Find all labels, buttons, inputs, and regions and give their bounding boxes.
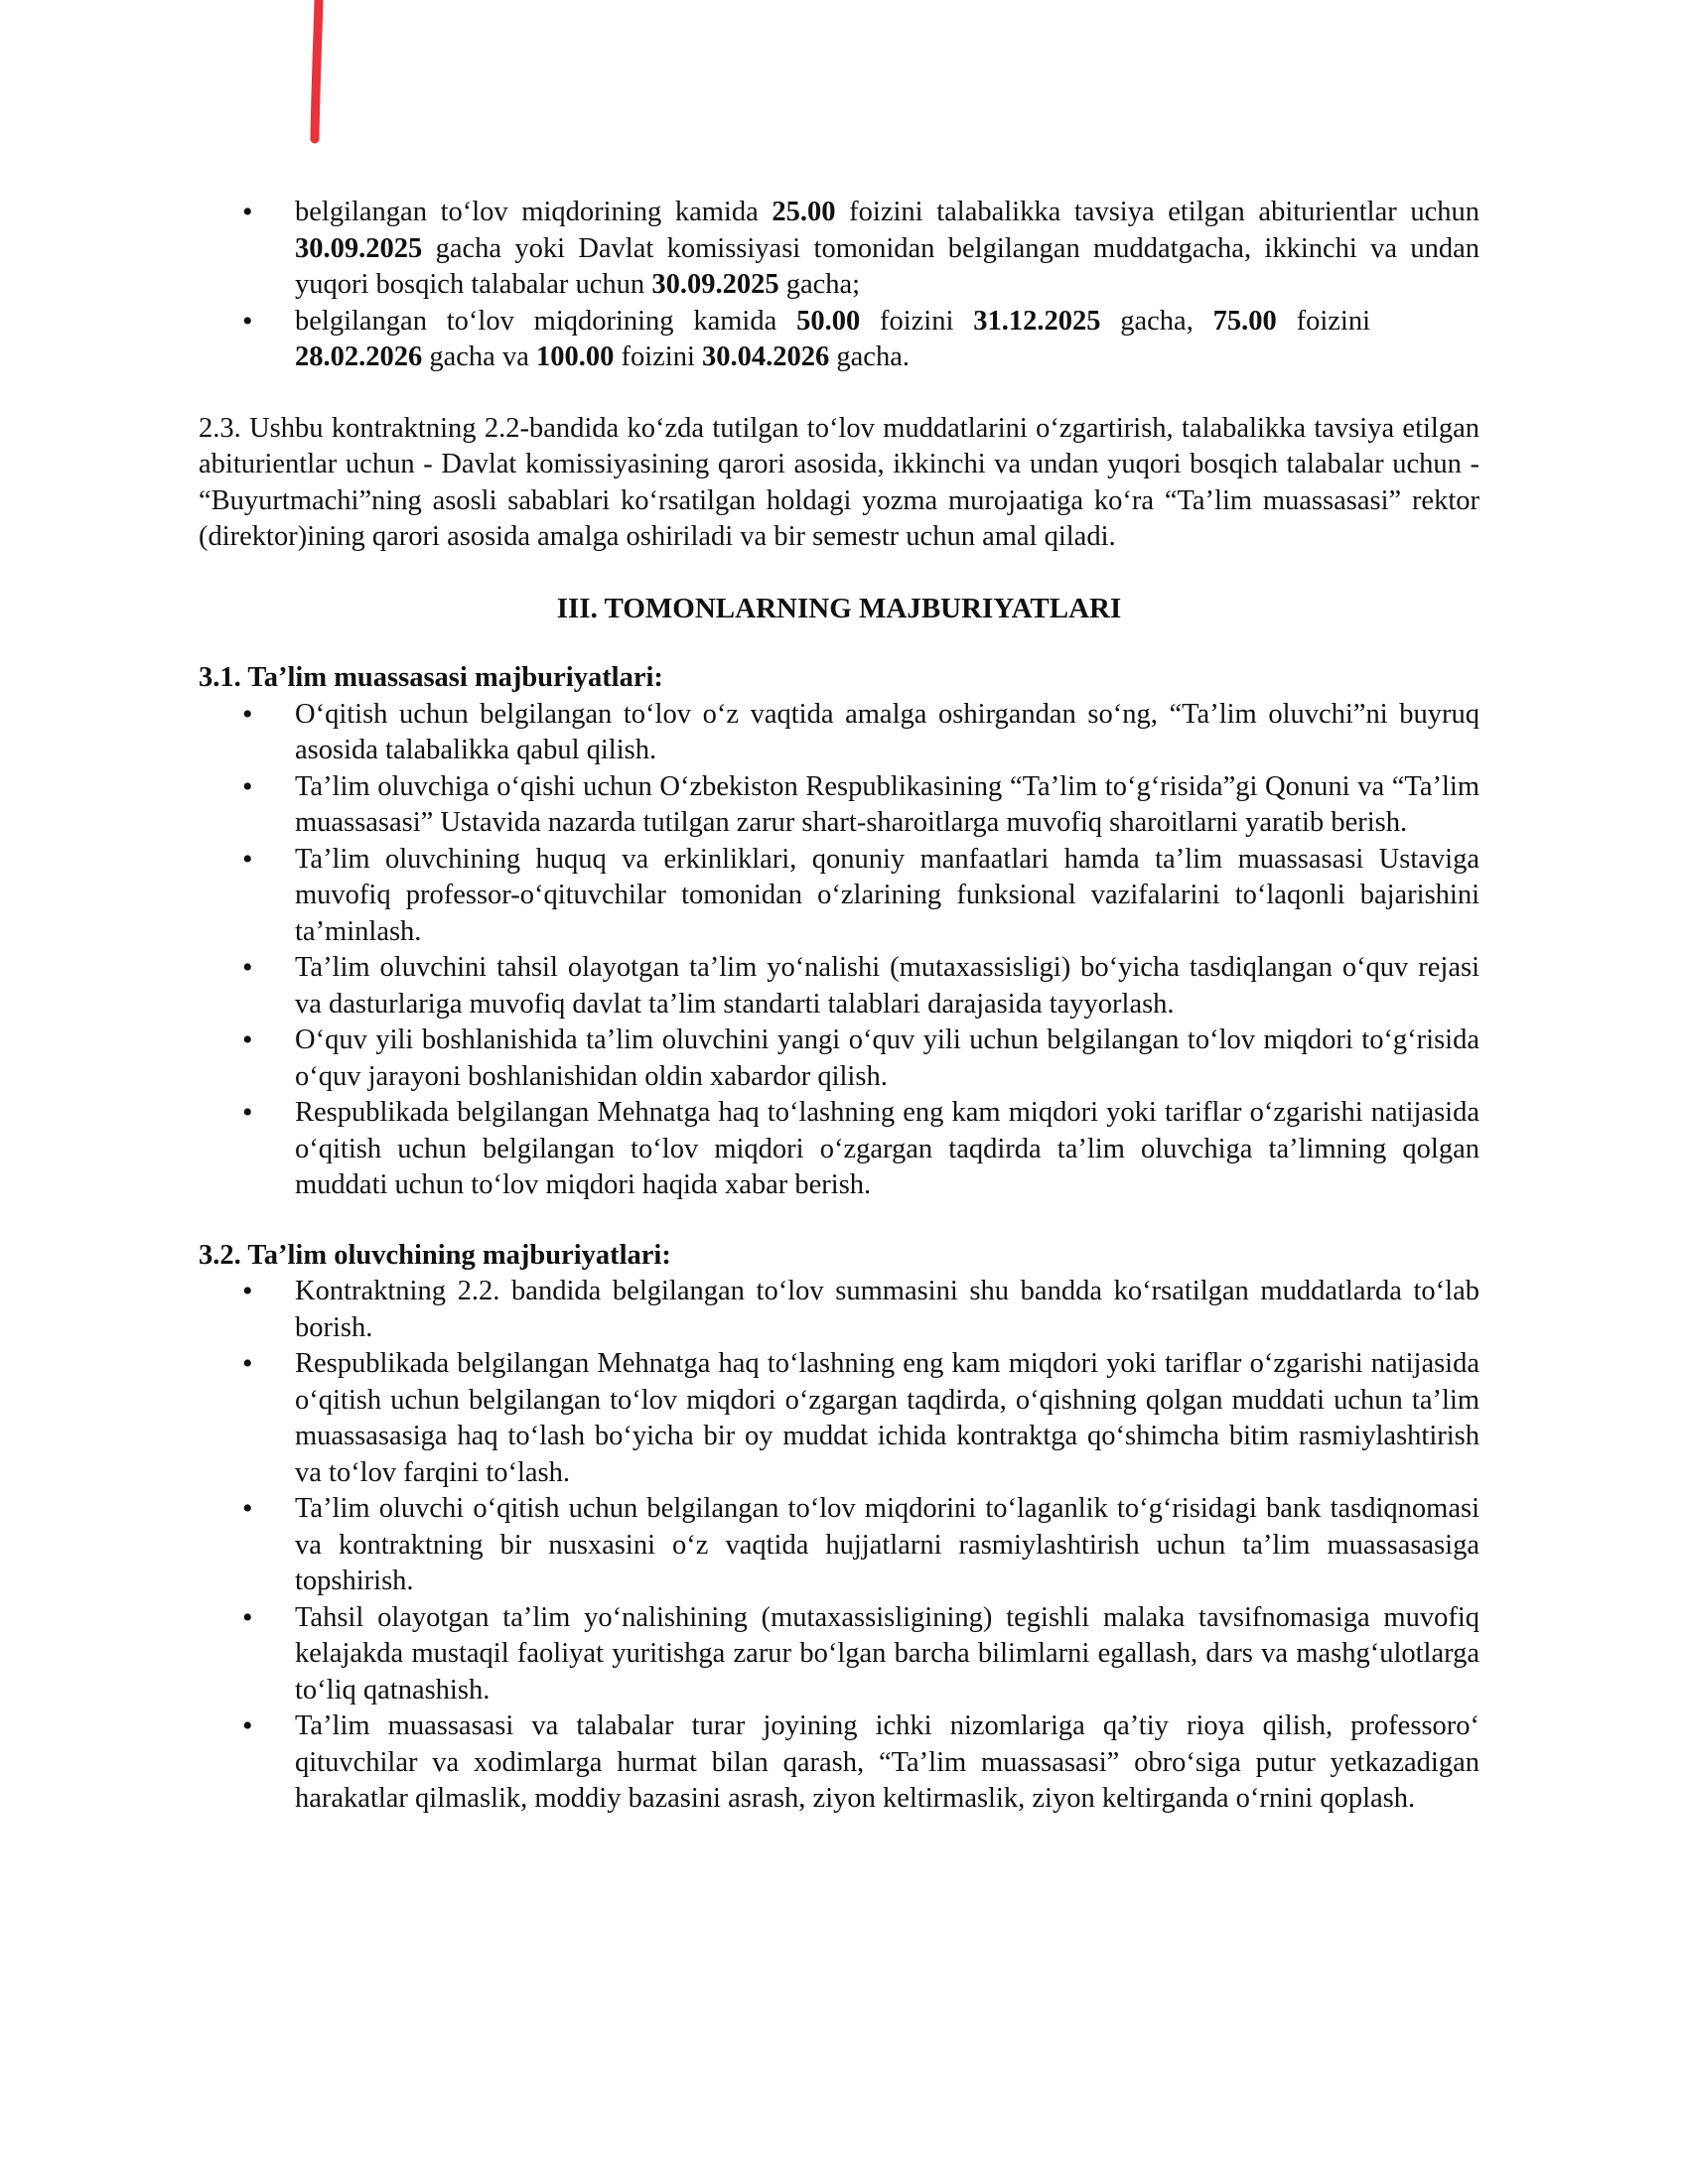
bold-value: 25.00 [772, 197, 836, 227]
red-pen-mark [310, 0, 324, 149]
obligation-item: • Kontraktning 2.2. bandida belgilangan to‘lov summasini shu bandda ko‘rsatilgan muddatlarda to‘lab borish. [199, 1274, 1479, 1346]
obligation-item: • O‘quv yili boshlanishida ta’lim oluvchini yangi o‘quv yili uchun belgilangan to‘lov miqdori to‘g‘risida o‘quv jarayoni boshlanishidan oldin xabardor qilish. [199, 1023, 1479, 1095]
text-run: gacha. [829, 341, 910, 372]
text-run: gacha yoki Davlat komissiyasi tomonidan belgilangan muddatgacha, ikkinchi va undan yuqori bosqich talabalar uchun [295, 232, 1479, 300]
bold-value: 30.09.2025 [651, 269, 779, 300]
obligation-item: • Ta’lim muassasasi va talabalar turar joyining ichki nizomlariga qa’tiy rioya qilish, professoro‘ qituvchilar va xodimlarga hurmat bilan qarash, “Ta’lim muassasasi” obro‘siga putur yetkazadigan harakatlar qilmaslik, moddiy bazasini asrash, ziyon keltirmaslik, ziyon keltirganda o‘rnini qoplash. [199, 1708, 1479, 1818]
bold-value: 75.00 [1212, 305, 1277, 337]
bold-value: 31.12.2025 [973, 305, 1101, 337]
text-run: foizini [1276, 305, 1370, 337]
payment-term-item [199, 195, 1479, 304]
bold-value: 30.09.2025 [295, 232, 423, 264]
bold-value: 30.04.2026 [702, 341, 830, 372]
subsection-3-1-title: 3.1. Ta’lim muassasasi majburiyatlari: [199, 662, 663, 693]
text-run: foizini [860, 305, 974, 337]
obligation-item: • Respublikada belgilangan Mehnatga haq to‘lashning eng kam miqdori yoki tariflar o‘zgarishi natijasida o‘qitish uchun belgilangan to‘lov miqdori o‘zgargan taqdirda ta’lim oluvchiga ta’limning qolgan muddati uchun to‘lov miqdori haqida xabar berish. [199, 1095, 1479, 1204]
text-run: foizini [614, 341, 703, 372]
subsection-3-2-list [199, 1274, 1479, 1818]
obligation-item: • Ta’lim oluvchi o‘qitish uchun belgilangan to‘lov miqdorini to‘laganlik to‘g‘risidagi bank tasdiqnomasi va kontraktning bir nusxasini o‘z vaqtida hujjatlarni rasmiylashtirish uchun ta’lim muassasasiga topshirish. [199, 1491, 1479, 1600]
obligation-item: • Respublikada belgilangan Mehnatga haq to‘lashning eng kam miqdori yoki tariflar o‘zgarishi natijasida o‘qitish uchun belgilangan to‘lov miqdori o‘zgargan taqdirda, o‘qishning qolgan muddati uchun ta’lim muassasasiga haq to‘lash bo‘yicha bir oy muddat ichida kontraktga qo‘shimcha bitim rasmiylashtirish va to‘lov farqini to‘lash. [199, 1346, 1479, 1491]
text-run: gacha, [1100, 305, 1213, 337]
text-run: belgilangan to‘lov miqdorining kamida [295, 197, 773, 227]
section-title: III. TOMONLARNING MAJBURIYATLARI [556, 592, 1122, 624]
obligation-item: • Ta’lim oluvchining huquq va erkinliklari, qonuniy manfaatlari hamda ta’lim muassasasi Ustaviga muvofiq professor-o‘qituvchilar tomonidan o‘zlarining funksional vazifalarini to‘laqonli bajarishini ta’minlash. [199, 842, 1479, 951]
obligation-item: • Ta’lim oluvchini tahsil olayotgan ta’lim yo‘nalishi (mutaxassisligi) bo‘yicha tasdiqlangan o‘quv rejasi va dasturlariga muvofiq davlat ta’lim standarti talablari darajasida tayyorlash. [199, 950, 1479, 1023]
bold-value: 100.00 [535, 341, 615, 372]
obligation-item: • O‘qitish uchun belgilangan to‘lov o‘z vaqtida amalga oshirgandan so‘ng, “Ta’lim oluvchi”ni buyruq asosida talabalikka qabul qilish. [199, 697, 1479, 769]
obligation-item: • Tahsil olayotgan ta’lim yo‘nalishining (mutaxassisligining) tegishli malaka tavsifnomasiga muvofiq kelajakda mustaqil faoliyat yuritishga zarur bo‘lgan barcha bilimlarni egallash, dars va mashg‘ulotlarga to‘liq qatnashish. [199, 1600, 1479, 1709]
document-page [199, 195, 1479, 1818]
text-run: foizini talabalikka tavsiya etilgan abiturientlar uchun [835, 197, 1479, 227]
bold-value: 50.00 [796, 305, 861, 337]
text-run: gacha va [422, 341, 536, 372]
subsection-3-1-list [199, 697, 1479, 1204]
payment-term-item [199, 304, 1479, 376]
text-run: belgilangan to‘lov miqdorining kamida [295, 305, 797, 337]
clause-2-3: 2.3. Ushbu kontraktning 2.2-bandida ko‘zda tutilgan to‘lov muddatlarini o‘zgartirish, talabalikka tavsiya etilgan abiturientlar uchun - Davlat komissiyasining qarori asosida, ikkinchi va undan yuqori bosqich talabalar uchun - “Buyurtmachi”ning asosli sabablari ko‘rsatilgan holdagi yozma murojaatiga ko‘ra “Ta’lim muassasasi” rektor (direktor)ining qarori asosida amalga oshiriladi va bir semestr uchun amal qiladi. [199, 412, 1479, 552]
text-run: gacha; [778, 269, 861, 300]
subsection-3-2-title: 3.2. Ta’lim oluvchining majburiyatlari: [199, 1239, 671, 1271]
payment-terms-list [199, 195, 1479, 376]
bold-value: 28.02.2026 [295, 341, 423, 372]
obligation-item: • Ta’lim oluvchiga o‘qishi uchun O‘zbekiston Respublikasining “Ta’lim to‘g‘risida”gi Qonuni va “Ta’lim muassasasi” Ustavida nazarda tutilgan zarur shart-sharoitlarga muvofiq sharoitlarni yaratib berish. [199, 769, 1479, 842]
